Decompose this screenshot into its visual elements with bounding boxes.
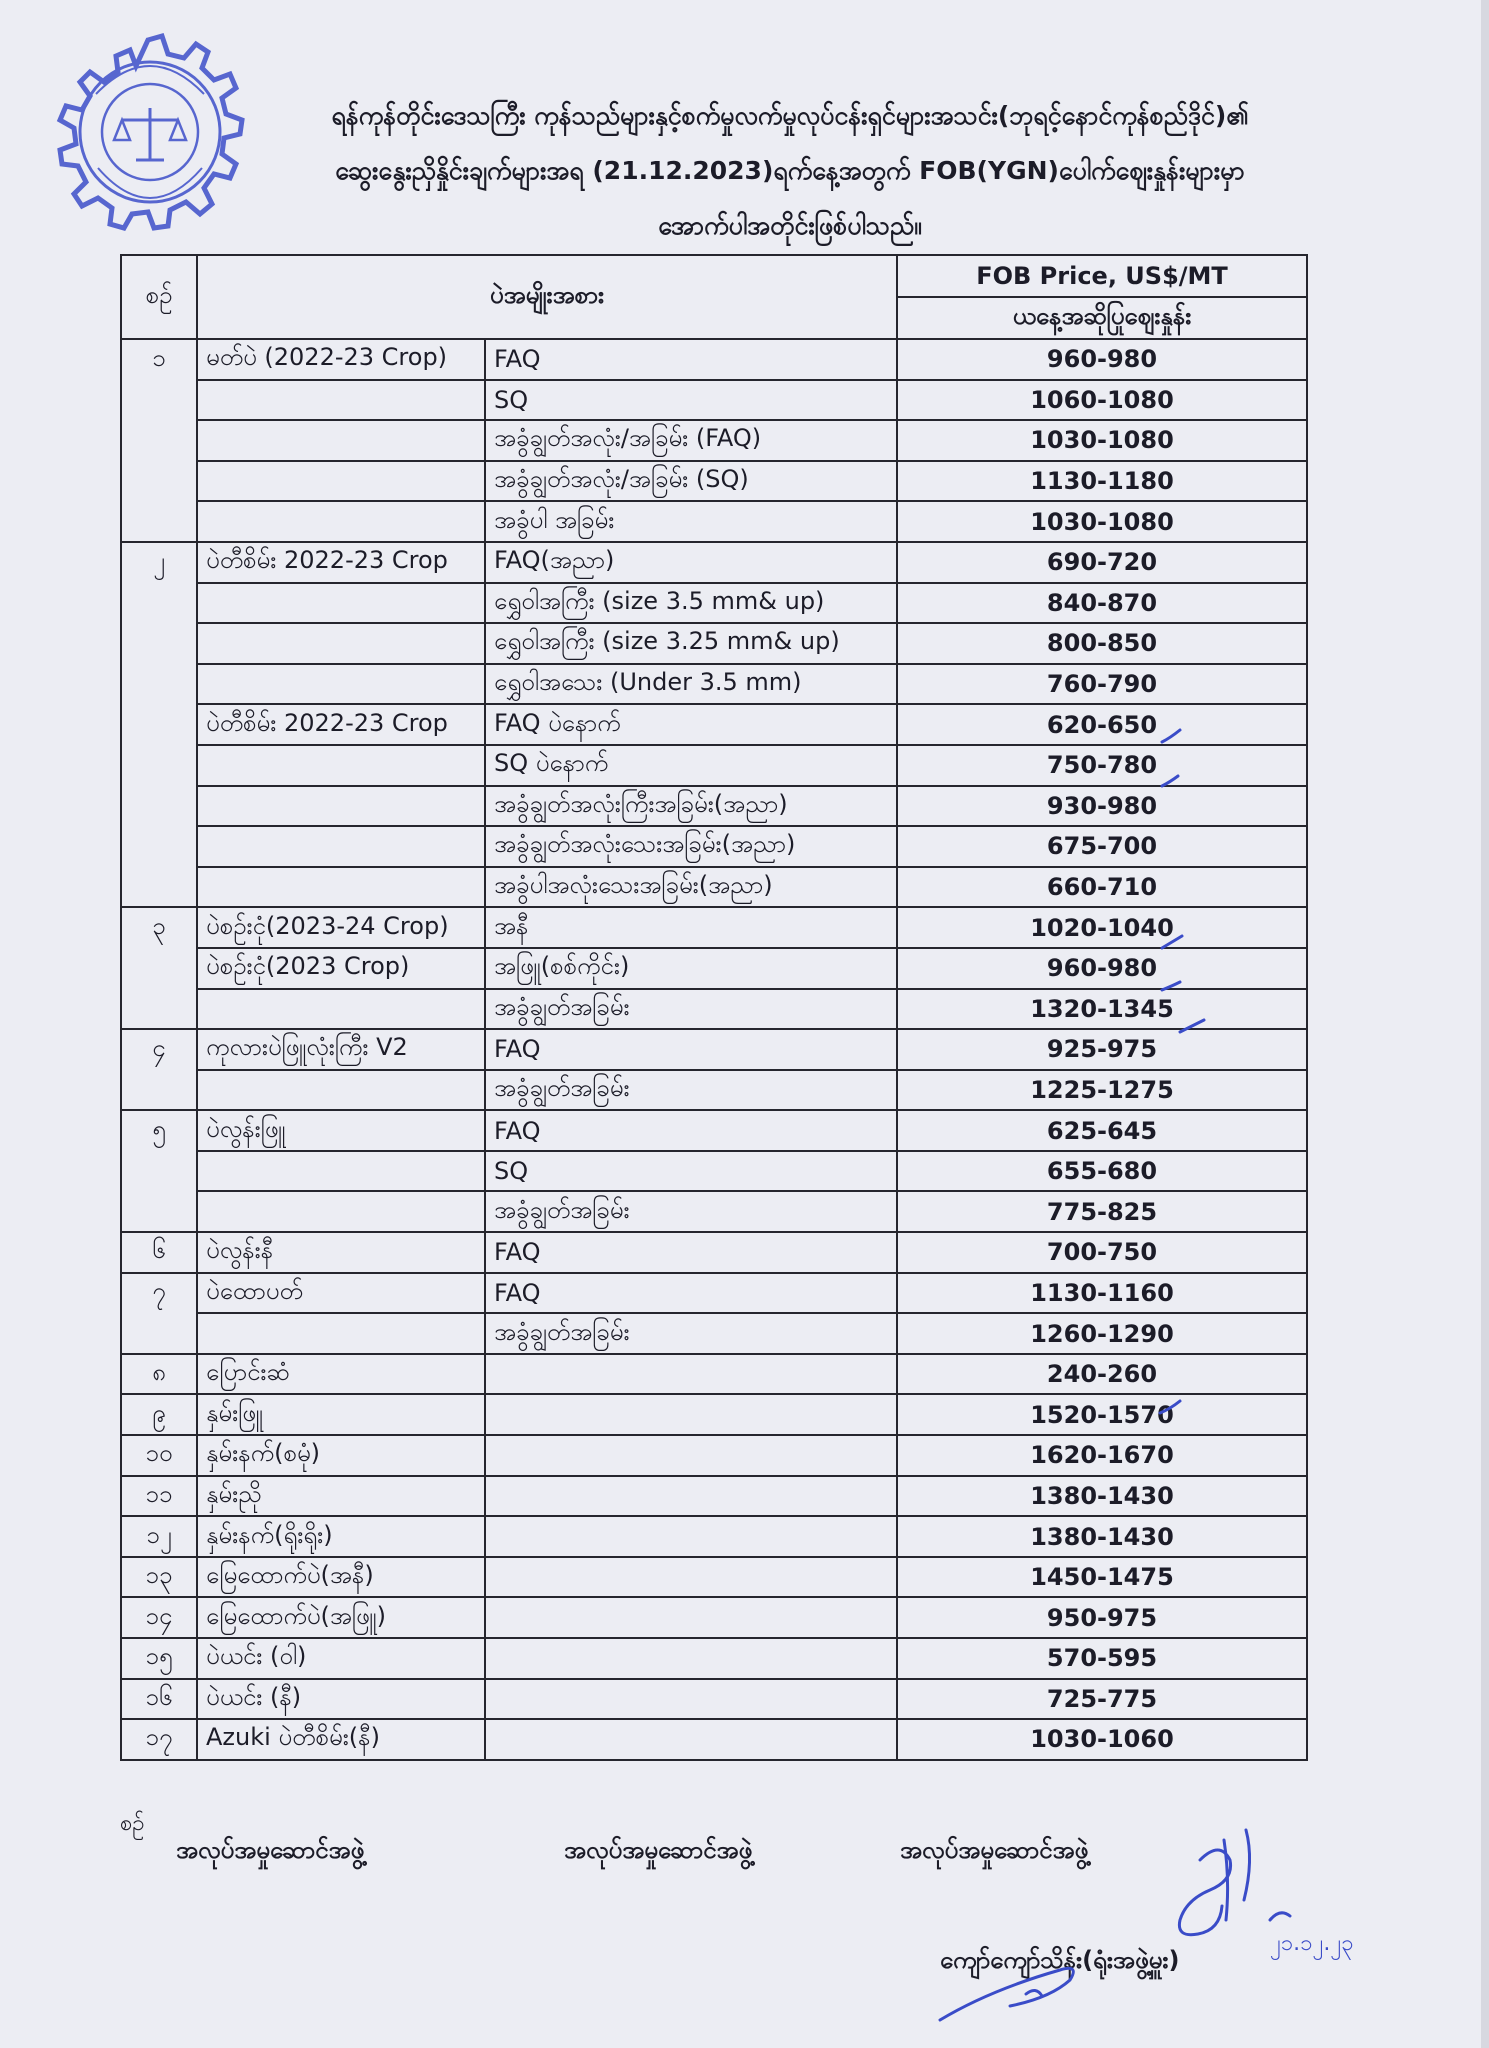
cell-grade: အခွံပါအလုံးသေးအခြမ်း(အညာ) bbox=[485, 867, 897, 908]
cell-bean-group: ပဲယင်း (ဝါ) bbox=[197, 1638, 485, 1679]
table-row bbox=[121, 1110, 1307, 1151]
cell-grade: အခွံချွတ်အလုံး/အခြမ်း (SQ) bbox=[485, 461, 897, 502]
cell-price: 925-975 bbox=[897, 1029, 1307, 1070]
cell-price: 1130-1160 bbox=[897, 1273, 1307, 1314]
cell-bean-group bbox=[197, 1191, 485, 1232]
cell-serial: ၁၆ bbox=[121, 1679, 197, 1720]
cell-price: 570-595 bbox=[897, 1638, 1307, 1679]
cell-serial bbox=[121, 1070, 197, 1111]
cell-bean-group: နှမ်းနက်(စမုံ) bbox=[197, 1435, 485, 1476]
table-row bbox=[121, 1679, 1307, 1720]
cell-grade: အခွံချွတ်အခြမ်း bbox=[485, 1191, 897, 1232]
signature-date: ၂၁.၁၂.၂၃ bbox=[1270, 1931, 1354, 1956]
table-row bbox=[121, 826, 1307, 867]
cell-serial bbox=[121, 867, 197, 908]
price-table bbox=[120, 254, 1308, 1761]
cell-bean-group bbox=[197, 461, 485, 502]
cell-price: 625-645 bbox=[897, 1110, 1307, 1151]
cell-serial bbox=[121, 745, 197, 786]
cell-bean-group: ပဲတီစိမ်း 2022-23 Crop bbox=[197, 704, 485, 745]
cell-price: 775-825 bbox=[897, 1191, 1307, 1232]
cell-serial bbox=[121, 380, 197, 421]
cell-grade: SQ ပဲနောက် bbox=[485, 745, 897, 786]
cell-serial bbox=[121, 826, 197, 867]
cell-grade: အခွံချွတ်အခြမ်း bbox=[485, 989, 897, 1030]
table-row bbox=[121, 339, 1307, 380]
table-row bbox=[121, 1191, 1307, 1232]
cell-serial: ၁၃ bbox=[121, 1557, 197, 1598]
table-row bbox=[121, 1313, 1307, 1354]
page-edge bbox=[1481, 0, 1489, 2048]
chairman-label: ကျော်ကျော်သိန်း(ရုံးအဖွဲ့မှူး) bbox=[940, 1946, 1180, 1974]
cell-price: 800-850 bbox=[897, 623, 1307, 664]
table-header-row bbox=[121, 255, 1307, 297]
cell-price: 725-775 bbox=[897, 1679, 1307, 1720]
cell-serial bbox=[121, 989, 197, 1030]
document-header bbox=[200, 88, 1380, 253]
cell-bean-group bbox=[197, 1070, 485, 1111]
cell-bean-group bbox=[197, 1151, 485, 1192]
cell-bean-group: ပဲစဉ်းငုံ(2023 Crop) bbox=[197, 948, 485, 989]
table-row bbox=[121, 1719, 1307, 1760]
cell-bean-group: ပဲလွန်းနီ bbox=[197, 1232, 485, 1273]
cell-price: 960-980 bbox=[897, 948, 1307, 989]
cell-grade: အဖြူ(စစ်ကိုင်း) bbox=[485, 948, 897, 989]
cell-price: 1020-1040 bbox=[897, 907, 1307, 948]
tick-mark-corn bbox=[1150, 1395, 1190, 1419]
cell-bean-group bbox=[197, 664, 485, 705]
cell-serial: ၁ bbox=[121, 339, 197, 380]
table-row bbox=[121, 989, 1307, 1030]
cell-price: 1030-1060 bbox=[897, 1719, 1307, 1760]
table-row bbox=[121, 1597, 1307, 1638]
cell-serial bbox=[121, 623, 197, 664]
cell-grade: အခွံပါ အခြမ်း bbox=[485, 501, 897, 542]
table-row bbox=[121, 623, 1307, 664]
table-row bbox=[121, 867, 1307, 908]
cell-serial bbox=[121, 501, 197, 542]
cell-grade: အခွံချွတ်အခြမ်း bbox=[485, 1070, 897, 1111]
table-body bbox=[121, 339, 1307, 1760]
cell-bean-group: မတ်ပဲ (2022-23 Crop) bbox=[197, 339, 485, 380]
cell-serial: ၇ bbox=[121, 1273, 197, 1314]
cell-bean-group: ပဲလွန်းဖြူ bbox=[197, 1110, 485, 1151]
table-row bbox=[121, 1232, 1307, 1273]
table-row bbox=[121, 1354, 1307, 1395]
cell-price: 1620-1670 bbox=[897, 1435, 1307, 1476]
cell-price: 1380-1430 bbox=[897, 1516, 1307, 1557]
cell-bean-group: Azuki ပဲတီစိမ်း(နီ) bbox=[197, 1719, 485, 1760]
cell-bean-group: ကုလားပဲဖြူလုံးကြီး V2 bbox=[197, 1029, 485, 1070]
cell-bean-group bbox=[197, 623, 485, 664]
cell-price: 660-710 bbox=[897, 867, 1307, 908]
cell-bean-group: ပဲထောပတ် bbox=[197, 1273, 485, 1314]
cell-price: 1320-1345 bbox=[897, 989, 1307, 1030]
table-row bbox=[121, 1476, 1307, 1517]
cell-bean-group: နှမ်းဖြူ bbox=[197, 1394, 485, 1435]
cell-serial: ၄ bbox=[121, 1029, 197, 1070]
table-row bbox=[121, 1394, 1307, 1435]
cell-price: 240-260 bbox=[897, 1354, 1307, 1395]
cell-serial: ၁၁ bbox=[121, 1476, 197, 1517]
cell-bean-group bbox=[197, 989, 485, 1030]
secondary-signature bbox=[930, 1950, 1110, 2030]
cell-price: 675-700 bbox=[897, 826, 1307, 867]
table-row bbox=[121, 420, 1307, 461]
cell-serial bbox=[121, 1191, 197, 1232]
cell-grade: ရွှေဝါအကြီး (size 3.25 mm& up) bbox=[485, 623, 897, 664]
committee-label-3: အလုပ်အမှုဆောင်အဖွဲ့ bbox=[900, 1836, 1089, 1864]
cell-bean-group bbox=[197, 826, 485, 867]
table-row bbox=[121, 786, 1307, 827]
cell-bean-group: ပဲတီစိမ်း 2022-23 Crop bbox=[197, 542, 485, 583]
cell-grade bbox=[485, 1638, 897, 1679]
cell-price: 750-780 bbox=[897, 745, 1307, 786]
cell-grade: FAQ(အညာ) bbox=[485, 542, 897, 583]
committee-label-1: အလုပ်အမှုဆောင်အဖွဲ့ bbox=[176, 1836, 365, 1864]
cell-serial: ၁၂ bbox=[121, 1516, 197, 1557]
cell-price: 1450-1475 bbox=[897, 1557, 1307, 1598]
tick-marks bbox=[1150, 720, 1210, 1040]
cell-bean-group: နှမ်းနက်(ရိုးရိုး) bbox=[197, 1516, 485, 1557]
table-row bbox=[121, 1029, 1307, 1070]
table-row bbox=[121, 542, 1307, 583]
cell-serial: ၁၅ bbox=[121, 1638, 197, 1679]
cell-grade: FAQ bbox=[485, 1029, 897, 1070]
cell-grade bbox=[485, 1394, 897, 1435]
cell-price: 690-720 bbox=[897, 542, 1307, 583]
cell-serial: ၉ bbox=[121, 1394, 197, 1435]
cell-grade: FAQ ပဲနောက် bbox=[485, 704, 897, 745]
cell-price: 950-975 bbox=[897, 1597, 1307, 1638]
table-row bbox=[121, 1151, 1307, 1192]
header-fob-price: FOB Price, US$/MT bbox=[897, 255, 1307, 297]
cell-bean-group: ပြောင်းဆံ bbox=[197, 1354, 485, 1395]
table-row bbox=[121, 461, 1307, 502]
handwritten-signature bbox=[1150, 1820, 1360, 1960]
cell-serial bbox=[121, 1313, 197, 1354]
cell-grade: SQ bbox=[485, 380, 897, 421]
header-serial: စဉ် bbox=[121, 255, 197, 339]
table-row bbox=[121, 1516, 1307, 1557]
cell-price: 700-750 bbox=[897, 1232, 1307, 1273]
cell-serial bbox=[121, 948, 197, 989]
header-line-1: ရန်ကုန်တိုင်းဒေသကြီး ကုန်သည်များနှင့်စက်မှုလက်မှုလုပ်ငန်းရှင်များအသင်း(ဘုရင့်နောင်ကုန်စည်ဒိုင်)၏ bbox=[331, 101, 1249, 130]
cell-serial: ၅ bbox=[121, 1110, 197, 1151]
cell-bean-group bbox=[197, 786, 485, 827]
cell-price: 960-980 bbox=[897, 339, 1307, 380]
cell-price: 1030-1080 bbox=[897, 420, 1307, 461]
cell-price: 1030-1080 bbox=[897, 501, 1307, 542]
cell-grade bbox=[485, 1557, 897, 1598]
cell-grade: FAQ bbox=[485, 339, 897, 380]
cell-grade: အနီ bbox=[485, 907, 897, 948]
cell-price: 1260-1290 bbox=[897, 1313, 1307, 1354]
cell-grade: အခွံချွတ်အလုံး/အခြမ်း (FAQ) bbox=[485, 420, 897, 461]
cell-grade: အခွံချွတ်အခြမ်း bbox=[485, 1313, 897, 1354]
cell-price: 655-680 bbox=[897, 1151, 1307, 1192]
cell-price: 620-650 bbox=[897, 704, 1307, 745]
header-line-2: ဆွေးနွေးညှိနှိုင်းချက်များအရ (21.12.2023)ရက်နေ့အတွက် FOB(YGN)ပေါက်ဈေးနှုန်းများမှာ bbox=[335, 156, 1245, 185]
cell-grade: FAQ bbox=[485, 1232, 897, 1273]
cell-bean-group bbox=[197, 501, 485, 542]
cell-grade: FAQ bbox=[485, 1110, 897, 1151]
cell-bean-group: မြေထောက်ပဲ(အနီ) bbox=[197, 1557, 485, 1598]
cell-bean-group: နှမ်းညို bbox=[197, 1476, 485, 1517]
cell-grade: FAQ bbox=[485, 1273, 897, 1314]
table-row bbox=[121, 501, 1307, 542]
cell-grade: အခွံချွတ်အလုံးသေးအခြမ်း(အညာ) bbox=[485, 826, 897, 867]
cell-price: 840-870 bbox=[897, 583, 1307, 624]
cell-price: 930-980 bbox=[897, 786, 1307, 827]
table-row bbox=[121, 704, 1307, 745]
table-row bbox=[121, 745, 1307, 786]
cell-bean-group: မြေထောက်ပဲ(အဖြူ) bbox=[197, 1597, 485, 1638]
table-row bbox=[121, 380, 1307, 421]
header-bean-type: ပဲအမျိုးအစား bbox=[197, 255, 897, 339]
cell-serial: ၂ bbox=[121, 542, 197, 583]
table-row bbox=[121, 1435, 1307, 1476]
cell-serial: ၁၇ bbox=[121, 1719, 197, 1760]
cell-bean-group bbox=[197, 420, 485, 461]
cell-bean-group: ပဲယင်း (နီ) bbox=[197, 1679, 485, 1720]
cell-bean-group bbox=[197, 1313, 485, 1354]
cell-grade bbox=[485, 1476, 897, 1517]
cell-price: 1520-1570 bbox=[897, 1394, 1307, 1435]
table-row bbox=[121, 948, 1307, 989]
cell-serial bbox=[121, 786, 197, 827]
cell-serial bbox=[121, 583, 197, 624]
cell-serial: ၈ bbox=[121, 1354, 197, 1395]
cell-bean-group bbox=[197, 583, 485, 624]
cell-serial bbox=[121, 1151, 197, 1192]
committee-label-2: အလုပ်အမှုဆောင်အဖွဲ့ bbox=[564, 1836, 753, 1864]
table-row bbox=[121, 664, 1307, 705]
cell-grade bbox=[485, 1597, 897, 1638]
cell-serial bbox=[121, 461, 197, 502]
cell-serial: ၁၄ bbox=[121, 1597, 197, 1638]
cell-price: 1380-1430 bbox=[897, 1476, 1307, 1517]
cell-bean-group: ပဲစဉ်းငုံ(2023-24 Crop) bbox=[197, 907, 485, 948]
table-row bbox=[121, 1638, 1307, 1679]
cell-bean-group bbox=[197, 380, 485, 421]
cell-price: 760-790 bbox=[897, 664, 1307, 705]
cell-bean-group bbox=[197, 867, 485, 908]
footer-serial-label: စဉ် bbox=[120, 1811, 145, 1836]
table-row bbox=[121, 1557, 1307, 1598]
header-proposed-price: ယနေ့အဆိုပြုဈေးနှုန်း bbox=[897, 297, 1307, 339]
header-line-3: အောက်ပါအတိုင်းဖြစ်ပါသည်။ bbox=[658, 211, 922, 240]
cell-serial bbox=[121, 420, 197, 461]
cell-grade: ရွှေဝါအသေး (Under 3.5 mm) bbox=[485, 664, 897, 705]
cell-bean-group bbox=[197, 745, 485, 786]
cell-grade bbox=[485, 1719, 897, 1760]
cell-grade bbox=[485, 1679, 897, 1720]
cell-grade bbox=[485, 1435, 897, 1476]
cell-serial bbox=[121, 704, 197, 745]
table-row bbox=[121, 1070, 1307, 1111]
cell-price: 1060-1080 bbox=[897, 380, 1307, 421]
cell-serial bbox=[121, 664, 197, 705]
cell-grade bbox=[485, 1516, 897, 1557]
cell-serial: ၁၀ bbox=[121, 1435, 197, 1476]
cell-grade: ရွှေဝါအကြီး (size 3.5 mm& up) bbox=[485, 583, 897, 624]
cell-grade: SQ bbox=[485, 1151, 897, 1192]
cell-price: 1225-1275 bbox=[897, 1070, 1307, 1111]
table-row bbox=[121, 583, 1307, 624]
cell-grade: အခွံချွတ်အလုံးကြီးအခြမ်း(အညာ) bbox=[485, 786, 897, 827]
table-row bbox=[121, 1273, 1307, 1314]
cell-serial: ၆ bbox=[121, 1232, 197, 1273]
cell-grade bbox=[485, 1354, 897, 1395]
cell-serial: ၃ bbox=[121, 907, 197, 948]
cell-price: 1130-1180 bbox=[897, 461, 1307, 502]
table-row bbox=[121, 907, 1307, 948]
